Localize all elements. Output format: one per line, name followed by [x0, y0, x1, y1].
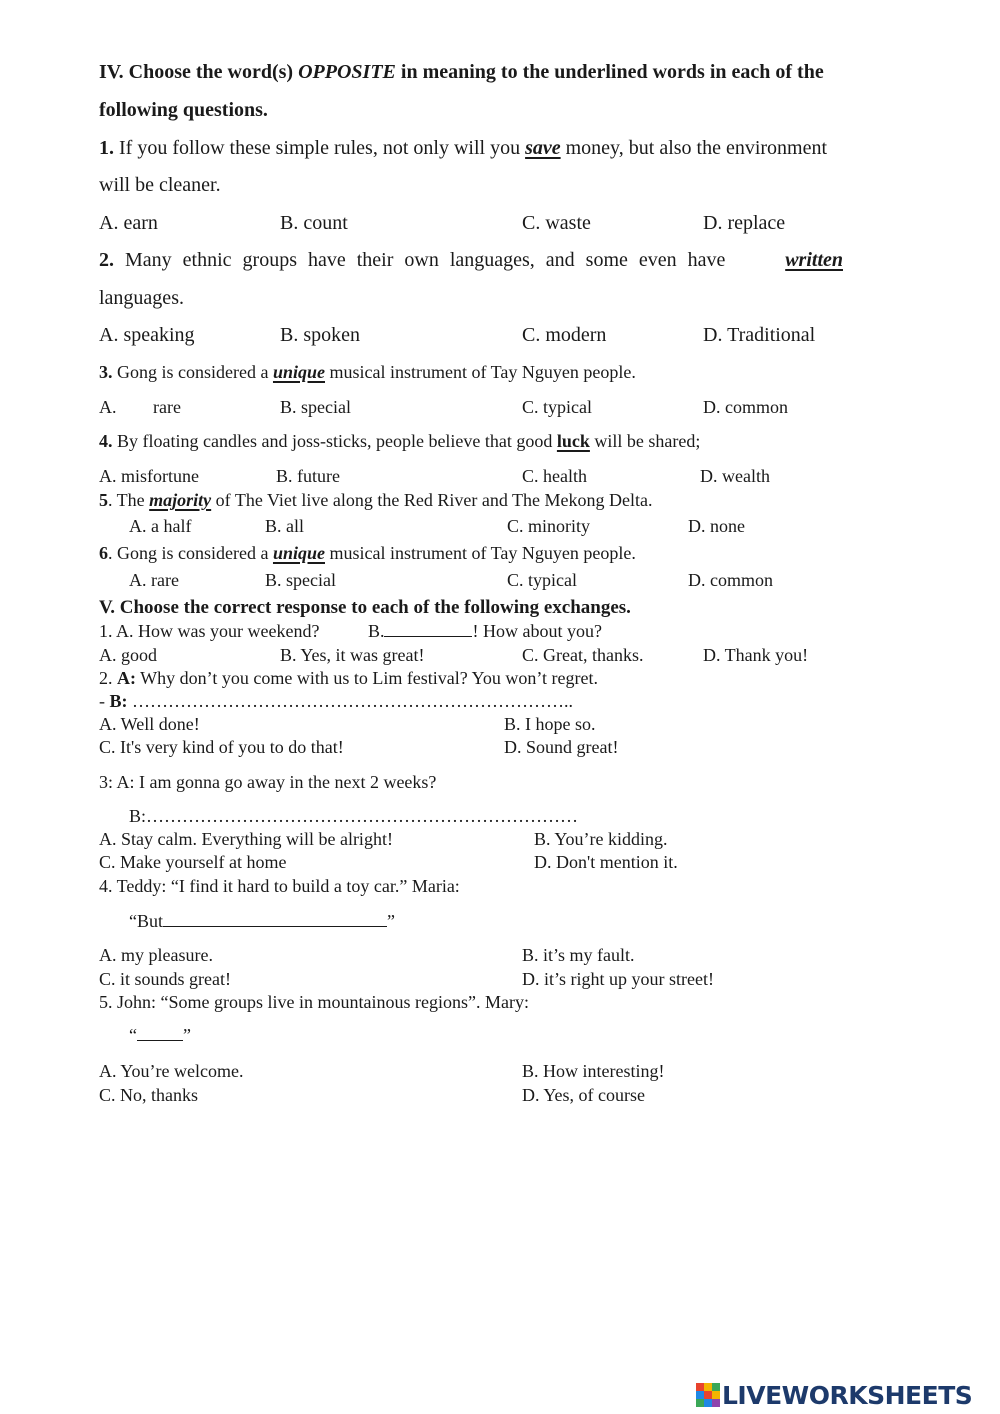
exchange-4-response [129, 912, 395, 930]
title-emphasis: OPPOSITE [298, 61, 396, 83]
option-a[interactable]: A. speaking [99, 324, 195, 346]
option-a[interactable]: A. my pleasure. [99, 945, 213, 965]
option-c[interactable]: C. Great, thanks. [522, 645, 644, 665]
option-c[interactable]: C. modern [522, 324, 607, 346]
option-d[interactable]: D. Traditional [703, 324, 816, 346]
option-a[interactable]: A. good [99, 645, 157, 665]
option-c[interactable]: C. It's very kind of you to do that! [99, 737, 344, 757]
logo-text: LIVEWORKSHEETS [722, 1380, 973, 1410]
question-2 [99, 250, 843, 270]
question-number: 1. [99, 137, 114, 159]
option-b[interactable]: B. I hope so. [504, 714, 596, 734]
question-2-line2: languages. [99, 287, 184, 309]
exchange-3-response[interactable]: B:……………………………………………………………… [129, 806, 579, 826]
exchange-2-response [99, 692, 573, 710]
quote-open: “But [129, 911, 163, 931]
question-3 [99, 363, 636, 381]
option-a[interactable]: A. misfortune [99, 466, 199, 486]
quote-close: ” [387, 911, 395, 931]
logo-mark-icon [696, 1383, 720, 1407]
speaker-b: B: [109, 691, 128, 711]
quote-open: “ [129, 1025, 137, 1045]
question-text: . Gong is considered a [108, 543, 273, 563]
option-d[interactable]: D. Don't mention it. [534, 852, 678, 872]
option-a[interactable]: A. Well done! [99, 714, 200, 734]
section-4-title [99, 62, 824, 82]
option-d[interactable]: D. Yes, of course [522, 1085, 645, 1105]
question-text: of The Viet live along the Red River and The Mekong Delta. [211, 490, 653, 510]
exchange-4: 4. Teddy: “I find it hard to build a toy car.” Maria: [99, 876, 460, 896]
option-b[interactable]: B. How interesting! [522, 1061, 665, 1081]
section-5-title: V. Choose the correct response to each of the following exchanges. [99, 597, 631, 618]
option-d[interactable]: D. Thank you! [703, 645, 809, 665]
option-b[interactable]: B. special [280, 397, 351, 417]
exchange-text: Why don’t you come with us to Lim festival? You won’t regret. [136, 668, 598, 688]
question-text: musical instrument of Tay Nguyen people. [325, 362, 636, 382]
exchange-text: 1. A. How was your weekend? [99, 621, 320, 641]
exchange-3: 3: A: I am gonna go away in the next 2 weeks? [99, 772, 437, 792]
underlined-word: luck [556, 431, 590, 451]
question-1 [99, 138, 827, 158]
question-number: 2. [99, 249, 114, 271]
option-c[interactable]: C. waste [522, 212, 591, 234]
option-c[interactable]: C. minority [507, 516, 591, 536]
option-a[interactable]: A. You’re welcome. [99, 1061, 244, 1081]
answer-blank[interactable] [163, 912, 387, 927]
option-c[interactable]: C. health [522, 466, 587, 486]
exchange-1 [99, 622, 602, 640]
underlined-word: unique [272, 362, 325, 382]
liveworksheets-logo[interactable] [696, 1380, 972, 1410]
speaker-a: A: [117, 668, 136, 688]
question-text: money, but also the environment [560, 137, 828, 159]
question-number: 6 [99, 543, 108, 563]
option-c[interactable]: C. No, thanks [99, 1085, 198, 1105]
question-text: If you follow these simple rules, not only will you [114, 137, 526, 159]
quote-close: ” [183, 1025, 191, 1045]
option-a-text[interactable]: rare [153, 397, 181, 417]
question-4 [99, 432, 700, 450]
section-4-title-line2: following questions. [99, 99, 268, 121]
option-d[interactable]: D. it’s right up your street! [522, 969, 714, 989]
option-c[interactable]: C. Make yourself at home [99, 852, 287, 872]
option-b[interactable]: B. spoken [280, 324, 360, 346]
question-text: will be shared; [589, 431, 701, 451]
question-number: 3. [99, 362, 113, 382]
exchange-5-response [129, 1026, 191, 1044]
option-a[interactable]: A. earn [99, 212, 158, 234]
option-a[interactable]: A. a half [129, 516, 192, 536]
option-d[interactable]: D. common [703, 397, 788, 417]
option-c[interactable]: C. typical [522, 397, 592, 417]
dash: - [99, 691, 110, 711]
option-b[interactable]: B. all [265, 516, 304, 536]
option-a[interactable]: A. Stay calm. Everything will be alright! [99, 829, 393, 849]
option-d[interactable]: D. none [688, 516, 745, 536]
question-text: Gong is considered a [112, 362, 273, 382]
underlined-word: written [785, 249, 843, 271]
title-text: IV. Choose the word(s) [99, 61, 299, 83]
answer-dots[interactable]: ……………………………………………………………….. [127, 691, 573, 711]
option-b[interactable]: B. special [265, 570, 336, 590]
option-b[interactable]: B. Yes, it was great! [280, 645, 425, 665]
answer-blank[interactable] [384, 622, 472, 637]
option-b[interactable]: B. count [280, 212, 348, 234]
option-d[interactable]: D. wealth [700, 466, 770, 486]
question-text: Many ethnic groups have their own languages, and some even have [114, 249, 726, 271]
answer-blank[interactable] [137, 1026, 183, 1041]
question-text: By floating candles and joss-sticks, people believe that good [112, 431, 557, 451]
option-c[interactable]: C. typical [507, 570, 577, 590]
option-a[interactable]: A. rare [129, 570, 179, 590]
question-number: 4. [99, 431, 113, 451]
option-b[interactable]: B. future [276, 466, 340, 486]
exchange-text: ! How about you? [472, 621, 602, 641]
option-b[interactable]: B. it’s my fault. [522, 945, 635, 965]
option-d[interactable]: D. common [688, 570, 773, 590]
question-text: . The [108, 490, 150, 510]
option-d[interactable]: D. replace [703, 212, 786, 234]
option-d[interactable]: D. Sound great! [504, 737, 619, 757]
exchange-number: 2. [99, 668, 117, 688]
question-number: 5 [99, 490, 108, 510]
speaker-b: B. [367, 621, 385, 641]
title-text: in meaning to the underlined words in each of the [395, 61, 824, 83]
option-b[interactable]: B. You’re kidding. [534, 829, 668, 849]
question-text: musical instrument of Tay Nguyen people. [325, 543, 636, 563]
exchange-2 [99, 669, 598, 687]
underlined-word: save [525, 137, 561, 159]
underlined-word: unique [272, 543, 325, 563]
question-5 [99, 491, 653, 509]
question-6 [99, 544, 636, 562]
option-a[interactable]: A. [99, 397, 117, 417]
option-c[interactable]: C. it sounds great! [99, 969, 231, 989]
underlined-word: majority [149, 490, 212, 510]
question-1-line2: will be cleaner. [99, 174, 221, 196]
exchange-5: 5. John: “Some groups live in mountainous regions”. Mary: [99, 992, 529, 1012]
